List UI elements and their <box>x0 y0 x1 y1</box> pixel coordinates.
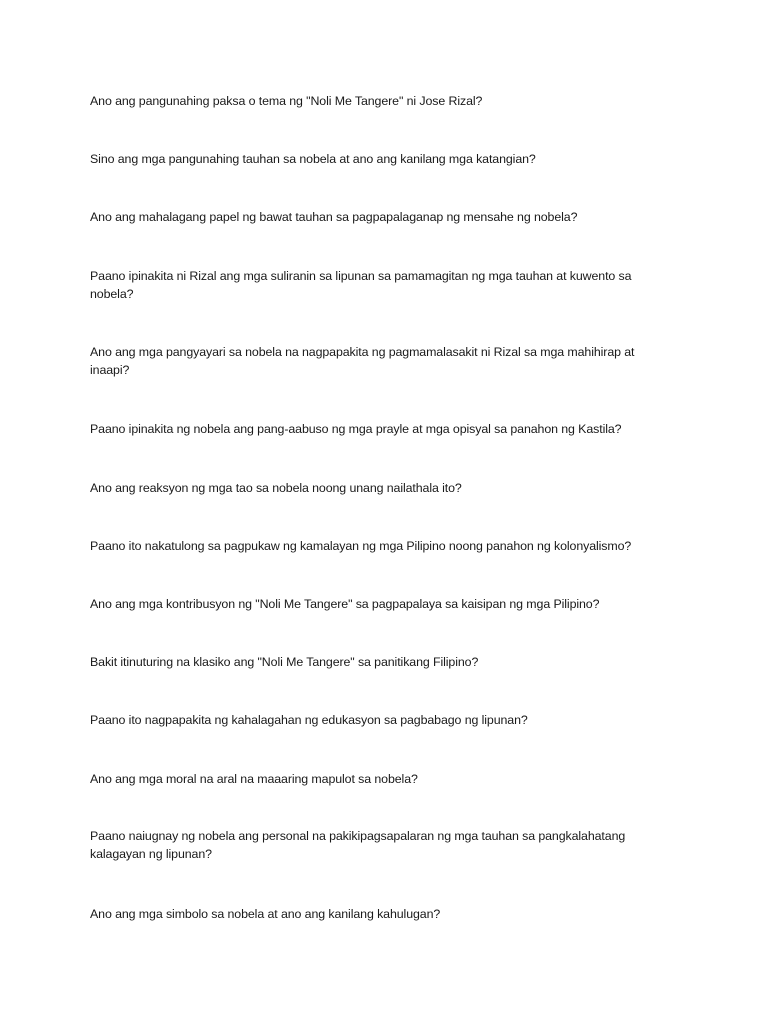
question-11: Paano ito nagpapakita ng kahalagahan ng edukasyon sa pagbabago ng lipunan? <box>90 713 528 727</box>
question-5: Ano ang mga pangyayari sa nobela na nagpapakita ng pagmamalasakit ni Rizal sa mga mahihirap at inaapi? <box>90 345 635 377</box>
question-9: Ano ang mga kontribusyon ng "Noli Me Tangere" sa pagpapalaya sa kaisipan ng mga Pilipino? <box>90 597 600 611</box>
question-2: Sino ang mga pangunahing tauhan sa nobela at ano ang kanilang mga katangian? <box>90 152 536 166</box>
question-3: Ano ang mahalagang papel ng bawat tauhan sa pagpapalaganap ng mensahe ng nobela? <box>90 210 578 224</box>
question-8: Paano ito nakatulong sa pagpukaw ng kamalayan ng mga Pilipino noong panahon ng kolonyalismo? <box>90 539 632 553</box>
question-7: Ano ang reaksyon ng mga tao sa nobela noong unang nailathala ito? <box>90 481 462 495</box>
question-10: Bakit itinuturing na klasiko ang "Noli Me Tangere" sa panitikang Filipino? <box>90 655 479 669</box>
question-1: Ano ang pangunahing paksa o tema ng "Noli Me Tangere" ni Jose Rizal? <box>90 94 483 108</box>
question-13: Paano naiugnay ng nobela ang personal na pakikipagsapalaran ng mga tauhan sa pangkalahatang kalagayan ng lipunan? <box>90 829 626 861</box>
question-6: Paano ipinakita ng nobela ang pang-aabuso ng mga prayle at mga opisyal sa panahon ng Kastila? <box>90 422 622 436</box>
question-14: Ano ang mga simbolo sa nobela at ano ang kanilang kahulugan? <box>90 907 441 921</box>
question-12: Ano ang mga moral na aral na maaaring mapulot sa nobela? <box>90 772 418 786</box>
question-4: Paano ipinakita ni Rizal ang mga suliranin sa lipunan sa pamamagitan ng mga tauhan at kuwento sa nobela? <box>90 269 632 301</box>
